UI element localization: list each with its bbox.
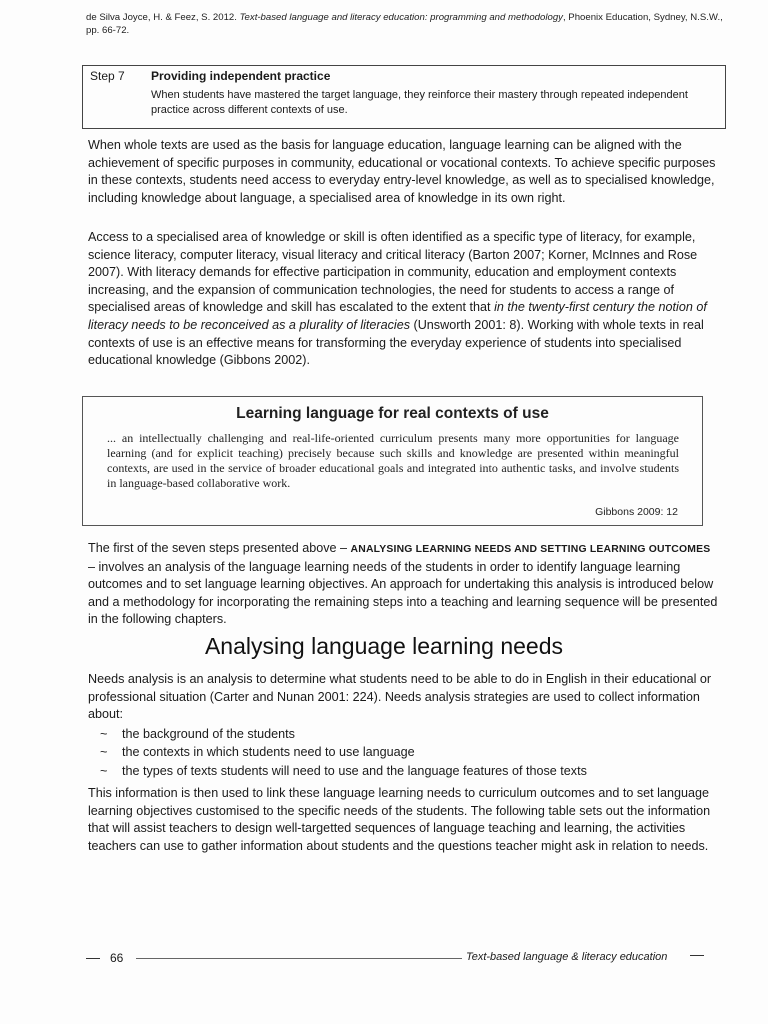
bullet-marker: ~ (100, 763, 108, 778)
quote-citation: Gibbons 2009: 12 (595, 506, 678, 518)
list-item-text: the contexts in which students need to use language (122, 745, 415, 760)
list-item (100, 725, 720, 743)
citation-title: Text-based language and literacy education: programming and methodology (239, 12, 563, 23)
list-item (100, 762, 720, 780)
footer-rule-right (690, 955, 704, 956)
bullet-marker: ~ (100, 727, 108, 741)
step-title: Providing independent practice (151, 69, 331, 83)
bullet-marker: ~ (100, 745, 108, 760)
footer-rule-left (86, 958, 100, 959)
paragraph-3-smallcaps: ANALYSING LEARNING NEEDS AND SETTING LEARNING OUTCOMES (350, 544, 711, 555)
quote-box (82, 396, 703, 526)
citation-authors: de Silva Joyce, H. & Feez, S. 2012. (86, 12, 240, 23)
footer-rule (136, 958, 462, 959)
footer-book-title: Text-based language & literacy education (466, 951, 668, 963)
paragraph-2-text-a: Access to a specialised area of knowledge or skill is often identified as a specific type of literacy, for example, science literacy, computer literacy, visual literacy and critical literacy (Barton 2007; Korner, McInnes and Rose 2007). With literacy demands for effective participation in community, education and employment contexts increasing, and the expansion of communication technologies, the need for students to access a range of specialised areas of knowledge and skill has escalated to the extent that (88, 230, 698, 315)
list-item (100, 743, 720, 761)
list-item-text: the types of texts students will need to use and the language features of those texts (122, 763, 587, 778)
list-item-text: the background of the students (122, 727, 295, 741)
step-label: Step 7 (90, 69, 125, 83)
step-box (82, 65, 726, 129)
paragraph-5: This information is then used to link these language learning needs to curriculum outcomes and to set language learning objectives customised to the specific needs of the students. The following table sets out the information that will assist teachers to design well-targetted sequences of language teaching and learning, the activities teachers can use to gather information about students and the questions teacher might ask in relation to needs. (88, 786, 711, 853)
step-description: When students have mastered the target language, they reinforce their mastery through repeated independent practice across different contexts of use. (151, 89, 688, 116)
citation-rest: , Phoenix Education, Sydney, N.S.W., pp. 66-72. (86, 12, 723, 36)
paragraph-4: Needs analysis is an analysis to determine what students need to be able to do in English in their educational or professional situation (Carter and Nunan 2001: 224). Needs analysis strategies are used to collect information about: (88, 672, 712, 722)
paragraph-3-text-a: The first of the seven steps presented above – (88, 541, 351, 555)
page-number: 66 (110, 951, 124, 965)
paragraph-2-text-b: (Unsworth 2001: 8). Working with whole texts in real contexts of use is an effective means for transforming the everyday experience of students into specialised educational knowledge (Gibbons 2002). (88, 317, 704, 368)
quote-title: Learning language for real contexts of use (236, 405, 549, 422)
paragraph-3 (88, 540, 720, 629)
paragraph-2 (88, 229, 720, 370)
bullet-list (100, 725, 720, 780)
paragraph-2-italic: in the twenty-first century the notion of literacy needs to be reconceived as a plurality of literacies (88, 300, 707, 332)
section-heading: Analysing language learning needs (204, 633, 564, 659)
quote-text: ... an intellectually challenging and real-life-oriented curriculum presents many more opportunities for language learning (and for explicit teaching) precisely because such skills and knowledge are presented within meaningful contexts, are used in the service of broader educational goals and integrated into authentic tasks, and involve students in language-based collaborative work. (107, 431, 679, 490)
paragraph-1: When whole texts are used as the basis for language education, language learning can be aligned with the achievement of specific purposes in community, educational or vocational contexts. To achieve specific purposes in these contexts, students need access to everyday entry-level knowledge, as well as to specialised knowledge, including knowledge about language, a specialised area of knowledge in its own right. (88, 138, 716, 205)
paragraph-3-text-b: – involves an analysis of the language learning needs of the students in order to identify language learning outcomes and to set language learning objectives. An approach for undertaking this analysis is introduced below and a methodology for incorporating the remaining steps into a teaching and learning sequence will be presented in the following chapters. (88, 559, 718, 627)
citation (86, 11, 726, 37)
